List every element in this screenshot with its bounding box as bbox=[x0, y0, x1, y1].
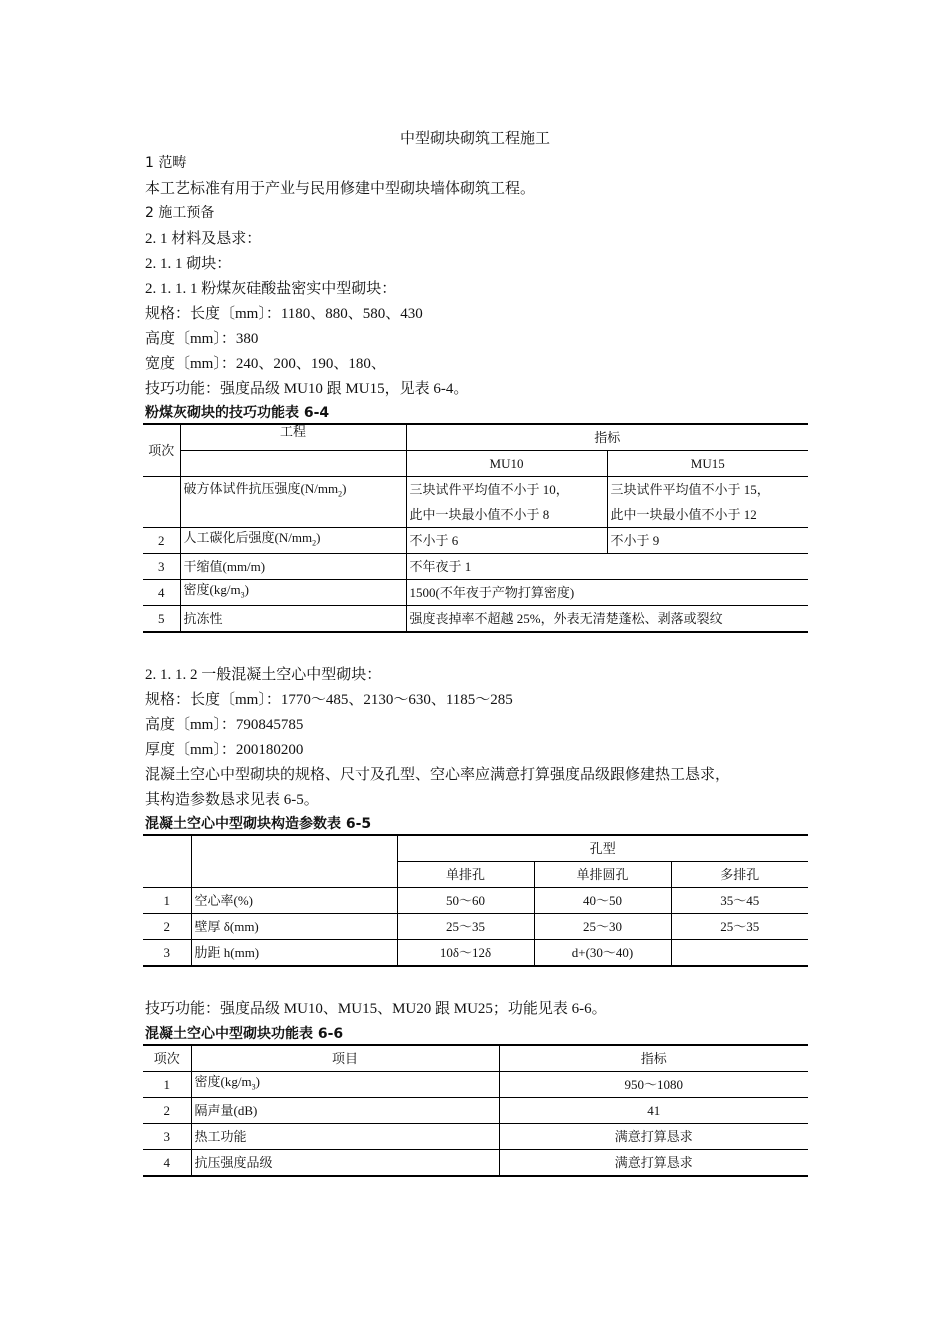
table3-caption: 混凝土空心中型砌块功能表 6-6 bbox=[145, 1026, 344, 1042]
header-cell-mu10: MU10 bbox=[406, 451, 607, 477]
spec-width: 宽度〔mm〕：240、200、190、180、 bbox=[145, 356, 386, 372]
cell-no: 1 bbox=[143, 888, 191, 914]
cell-item: 空心率(%) bbox=[191, 888, 397, 914]
cell-value: 强度丧掉率不超越 25%，外表无清楚蓬松、剥落或裂纹 bbox=[406, 606, 808, 633]
table-row bbox=[143, 940, 808, 967]
table-row bbox=[143, 554, 808, 580]
header-cell-single-row: 单排孔 bbox=[397, 862, 534, 888]
header-cell-empty bbox=[180, 451, 406, 477]
cell-value: 950～1080 bbox=[499, 1072, 808, 1098]
subheading-concrete-block: 2. 1. 1. 2 一般混凝土空心中型砌块： bbox=[145, 667, 382, 683]
spec-height: 高度〔mm〕：380 bbox=[145, 331, 259, 347]
cell-mu15: 三块试件平均值不小于 15， 此中一块最小值不小于 12 bbox=[607, 477, 808, 528]
table-row bbox=[143, 477, 808, 528]
cell-value: 35～45 bbox=[671, 888, 808, 914]
cell-value: 10δ～12δ bbox=[397, 940, 534, 967]
cell-item: 密度$(kg/m_3)$ bbox=[180, 580, 406, 606]
paragraph-scope: 本工艺标准有用于产业与民用修建中型砌块墙体砌筑工程。 bbox=[145, 181, 536, 197]
subheading-blocks: 2. 1. 1 砌块： bbox=[145, 256, 232, 272]
table-row bbox=[143, 1098, 808, 1124]
cell-value: 40～50 bbox=[534, 888, 671, 914]
table2-caption: 混凝土空心中型砌块构造参数表 6-5 bbox=[145, 816, 372, 832]
table-header-row bbox=[143, 1045, 808, 1072]
header-cell-item: 项目 bbox=[191, 1045, 499, 1072]
header-cell-single-round: 单排圆孔 bbox=[534, 862, 671, 888]
header-cell-multi-row: 多排孔 bbox=[671, 862, 808, 888]
cell-no: 3 bbox=[143, 554, 180, 580]
cell-item: 抗冻性 bbox=[180, 606, 406, 633]
header-cell-empty bbox=[191, 835, 397, 888]
section-heading-prep: 2 施工预备 bbox=[145, 205, 215, 221]
cell-value: 41 bbox=[499, 1098, 808, 1124]
cell-item: 壁厚 δ(mm) bbox=[191, 914, 397, 940]
cell-item: 干缩值(mm/m) bbox=[180, 554, 406, 580]
header-cell-empty bbox=[143, 835, 191, 888]
table-header-row bbox=[143, 835, 808, 862]
table-6-6 bbox=[143, 1044, 808, 1177]
cell-item: 肋距 h(mm) bbox=[191, 940, 397, 967]
cell-no bbox=[143, 477, 180, 528]
cell-value: 不年夜于 1 bbox=[406, 554, 808, 580]
table-6-4 bbox=[143, 423, 808, 633]
paragraph-concrete-2: 其构造参数恳求见表 6-5。 bbox=[145, 792, 319, 808]
table-row bbox=[143, 528, 808, 554]
table-row bbox=[143, 1150, 808, 1177]
cell-no: 2 bbox=[143, 528, 180, 554]
cell-value: 25～35 bbox=[671, 914, 808, 940]
cell-no: 4 bbox=[143, 1150, 191, 1177]
table-header-row bbox=[143, 451, 808, 477]
cell-mu10: 不小于 6 bbox=[406, 528, 607, 554]
header-cell-item: 工程 bbox=[180, 424, 406, 451]
cell-item: 人工碳化后强度$(N/mm_2)$ bbox=[180, 528, 406, 554]
section-heading-scope: 1 范畴 bbox=[145, 155, 187, 171]
cell-no: 4 bbox=[143, 580, 180, 606]
header-cell-no: 项次 bbox=[143, 1045, 191, 1072]
document-title: 中型砌块砌筑工程施工 bbox=[399, 131, 550, 147]
cell-item: 密度$(kg/m_3)$ bbox=[191, 1072, 499, 1098]
table-6-5 bbox=[143, 834, 808, 967]
subheading-flyash-block: 2. 1. 1. 1 粉煤灰硅酸盐密实中型砌块： bbox=[145, 281, 397, 297]
spec-performance: 技巧功能：强度品级 MU10 跟 MU15，见表 6-4。 bbox=[145, 381, 469, 397]
cell-value: 满意打算恳求 bbox=[499, 1124, 808, 1150]
paragraph-concrete-1: 混凝土空心中型砌块的规格、尺寸及孔型、空心率应满意打算强度品级跟修建热工恳求， bbox=[145, 767, 731, 783]
header-cell-hole-type: 孔型 bbox=[397, 835, 808, 862]
table-row bbox=[143, 580, 808, 606]
table-row bbox=[143, 888, 808, 914]
header-cell-no: 项次 bbox=[143, 424, 180, 477]
header-cell-mu15: MU15 bbox=[607, 451, 808, 477]
cell-value: d+(30～40) bbox=[534, 940, 671, 967]
cell-no: 1 bbox=[143, 1072, 191, 1098]
cell-value: 25～30 bbox=[534, 914, 671, 940]
cell-mu15: 不小于 9 bbox=[607, 528, 808, 554]
table-header-row bbox=[143, 424, 808, 451]
cell-no: 5 bbox=[143, 606, 180, 633]
cell-value: 1500(不年夜于产物打算密度) bbox=[406, 580, 808, 606]
cell-mu10: 三块试件平均值不小于 10， 此中一块最小值不小于 8 bbox=[406, 477, 607, 528]
table-row bbox=[143, 914, 808, 940]
cell-item: 隔声量(dB) bbox=[191, 1098, 499, 1124]
cell-no: 2 bbox=[143, 914, 191, 940]
subheading-materials: 2. 1 材料及恳求： bbox=[145, 231, 262, 247]
cell-item: 抗压强度品级 bbox=[191, 1150, 499, 1177]
table1-caption: 粉煤灰砌块的技巧功能表 6-4 bbox=[145, 405, 330, 421]
cell-value: 50～60 bbox=[397, 888, 534, 914]
cell-value bbox=[671, 940, 808, 967]
spec-length: 规格：长度〔mm〕：1180、880、580、430 bbox=[145, 306, 423, 322]
cell-value: 25～35 bbox=[397, 914, 534, 940]
cell-item: 破方体试件抗压强度$(N/mm_2)$ bbox=[180, 477, 406, 528]
table-row bbox=[143, 1124, 808, 1150]
spec-thickness-2: 厚度〔mm〕：200180200 bbox=[145, 742, 304, 758]
cell-item: 热工功能 bbox=[191, 1124, 499, 1150]
table-row bbox=[143, 1072, 808, 1098]
spec-performance-2: 技巧功能：强度品级 MU10、MU15、MU20 跟 MU25；功能见表 6-6。 bbox=[145, 1001, 607, 1017]
spec-height-2: 高度〔mm〕：790845785 bbox=[145, 717, 304, 733]
table-row bbox=[143, 606, 808, 633]
cell-no: 2 bbox=[143, 1098, 191, 1124]
cell-no: 3 bbox=[143, 940, 191, 967]
header-cell-index: 指标 bbox=[499, 1045, 808, 1072]
cell-no: 3 bbox=[143, 1124, 191, 1150]
spec-length-2: 规格：长度〔mm〕：1770～485、2130～630、1185～285 bbox=[145, 692, 513, 708]
cell-value: 满意打算恳求 bbox=[499, 1150, 808, 1177]
header-cell-index: 指标 bbox=[406, 424, 808, 451]
